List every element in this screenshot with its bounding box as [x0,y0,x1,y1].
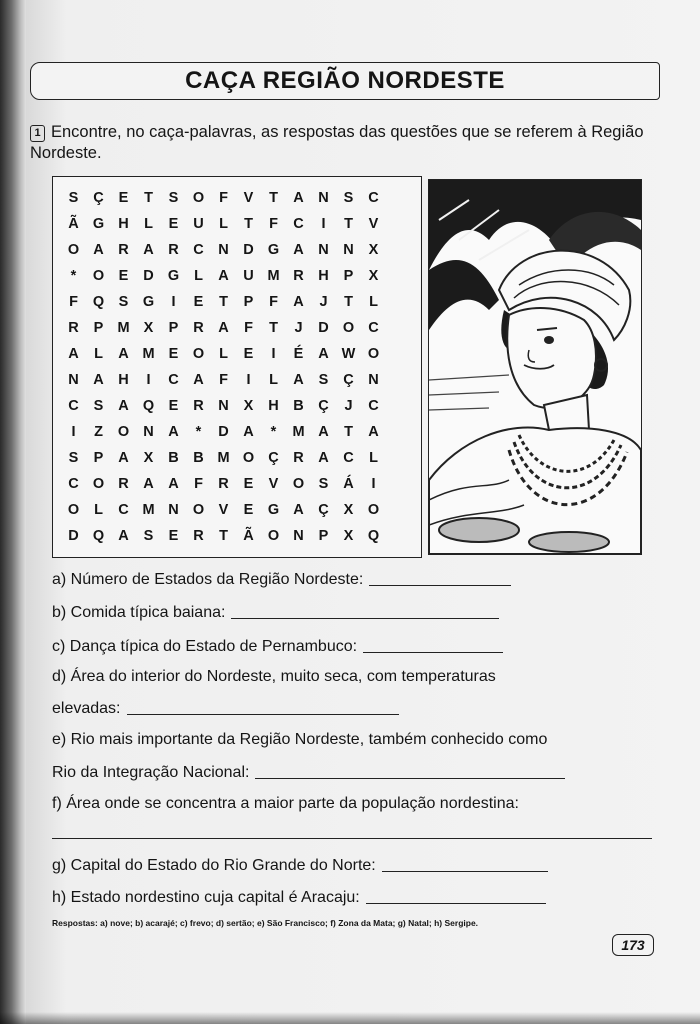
grid-letter: R [193,320,204,336]
question-d [52,668,496,686]
grid-letter: E [118,268,129,284]
grid-letter: A [118,528,129,544]
grid-letter: T [269,190,278,206]
question-b-label: b) Comida típica baiana: [52,604,226,621]
grid-letter: T [244,216,253,232]
question-e-cont [52,764,565,782]
question-b [52,604,499,622]
question-g [52,857,548,875]
grid-letter [386,185,411,211]
grid-letter: E [243,502,254,518]
grid-letter [386,497,411,523]
grid-letter: F [219,372,228,388]
grid-letter: C [168,372,179,388]
book-spine-shadow [0,0,26,1024]
question-e-cont-label: Rio da Integração Nacional: [52,764,250,781]
answer-line-d[interactable] [127,700,399,715]
question-e-label: e) Rio mais importante da Região Nordeste, também conhecido como [52,731,548,748]
grid-letter: E [168,528,179,544]
question-f [52,795,519,813]
grid-letter: H [118,372,129,388]
grid-letter: A [68,346,79,362]
grid-letter: A [293,372,304,388]
grid-letter: Ã [68,216,79,232]
grid-letter: I [171,294,176,310]
grid-letter: R [193,528,204,544]
grid-letter: E [193,294,204,310]
grid-letter [386,211,411,237]
grid-letter: M [142,346,155,362]
grid-letter: D [143,268,154,284]
answer-line-f[interactable] [52,838,652,839]
grid-letter: G [167,268,180,284]
grid-letter: T [344,294,353,310]
grid-letter: O [192,346,205,362]
grid-letter: I [146,372,151,388]
answer-line-c[interactable] [363,638,503,653]
grid-letter: A [293,242,304,258]
grid-letter: A [143,476,154,492]
grid-letter: A [218,268,229,284]
grid-letter: A [168,476,179,492]
grid-letter: F [269,294,278,310]
grid-letter: A [318,450,329,466]
grid-letter: Ç [318,398,329,414]
grid-letter: E [168,398,179,414]
grid-letter: L [194,268,203,284]
grid-letter: T [219,294,228,310]
grid-letter [386,445,411,471]
grid-letter: Q [92,528,105,544]
grid-letter: D [68,528,79,544]
grid-letter: B [293,398,304,414]
question-c [52,638,503,656]
grid-letter: R [68,320,79,336]
grid-letter: Á [343,476,354,492]
grid-letter: O [367,502,380,518]
grid-letter: S [118,294,129,310]
grid-letter: C [193,242,204,258]
grid-letter [386,393,411,419]
grid-letter: C [368,190,379,206]
grid-letter [386,367,411,393]
grid-letter: S [318,476,329,492]
grid-letter: A [293,294,304,310]
grid-letter: D [318,320,329,336]
grid-letter: A [293,190,304,206]
grid-letter: T [344,216,353,232]
baiana-woman-icon [429,180,641,554]
grid-letter: S [93,398,104,414]
grid-letter: T [144,190,153,206]
grid-letter: * [70,268,77,284]
grid-letter: P [343,268,354,284]
grid-letter: M [117,320,130,336]
grid-letter: R [293,450,304,466]
grid-letter: U [243,268,254,284]
question-c-label: c) Dança típica do Estado de Pernambuco: [52,638,358,655]
grid-letter: N [318,242,329,258]
grid-letter: N [293,528,304,544]
grid-letter: N [168,502,179,518]
grid-letter: O [67,242,80,258]
grid-letter: X [243,398,254,414]
grid-letter: J [294,320,303,336]
grid-letter: C [293,216,304,232]
grid-letter: Ç [93,190,104,206]
grid-letter: P [243,294,254,310]
grid-letter: O [242,450,255,466]
grid-letter: V [268,476,279,492]
grid-letter: B [193,450,204,466]
grid-letter: O [292,476,305,492]
title-banner [30,62,660,100]
question-e [52,731,547,749]
question-d-cont-label: elevadas: [52,700,121,717]
grid-letter: X [343,502,354,518]
word-search-grid [61,185,411,549]
grid-letter: F [219,190,228,206]
grid-letter: M [217,450,230,466]
question-a-label: a) Número de Estados da Região Nordeste: [52,571,364,588]
grid-letter: O [117,424,130,440]
grid-letter [386,523,411,549]
grid-letter: L [269,372,278,388]
grid-letter: H [268,398,279,414]
grid-letter: G [142,294,155,310]
grid-letter: A [243,424,254,440]
grid-letter: A [318,424,329,440]
answer-line-a[interactable] [369,571,511,586]
grid-letter: F [269,216,278,232]
grid-letter: O [367,346,380,362]
grid-letter: É [293,346,304,362]
grid-letter: V [368,216,379,232]
page-bottom-shadow [0,1012,700,1024]
grid-letter: R [168,242,179,258]
grid-letter [386,263,411,289]
answer-line-e[interactable] [255,764,565,779]
question-d-cont [52,700,399,718]
grid-letter: X [343,528,354,544]
grid-letter: Q [142,398,155,414]
grid-letter: H [318,268,329,284]
grid-letter: A [93,242,104,258]
grid-letter: X [368,242,379,258]
grid-letter [386,341,411,367]
grid-letter: M [267,268,280,284]
grid-letter: N [143,424,154,440]
grid-letter: M [142,502,155,518]
grid-letter: I [271,346,276,362]
grid-letter: P [168,320,179,336]
answer-key: Respostas: a) nove; b) acarajé; c) frevo; d) sertão; e) São Francisco; f) Zona da Mata; g) Natal; h) Sergipe. [52,918,479,928]
grid-letter: F [194,476,203,492]
question-h [52,889,546,907]
grid-letter: I [321,216,326,232]
grid-letter: Ç [318,502,329,518]
grid-letter: E [243,346,254,362]
grid-letter: Ç [268,450,279,466]
question-a [52,571,511,589]
grid-letter: A [118,346,129,362]
grid-letter: L [144,216,153,232]
grid-letter: A [93,372,104,388]
grid-letter: G [267,502,280,518]
answer-line-g[interactable] [382,857,548,872]
grid-letter [386,471,411,497]
grid-letter: M [292,424,305,440]
grid-letter [386,237,411,263]
grid-letter [386,315,411,341]
grid-letter: R [193,398,204,414]
grid-letter: O [342,320,355,336]
grid-letter: B [168,450,179,466]
grid-letter: F [69,294,78,310]
grid-letter: L [369,450,378,466]
grid-letter: T [344,424,353,440]
question-d-label: d) Área do interior do Nordeste, muito seca, com temperaturas [52,668,496,685]
grid-letter: G [267,242,280,258]
grid-letter: O [67,502,80,518]
grid-letter: A [193,372,204,388]
question-h-label: h) Estado nordestino cuja capital é Aracaju: [52,889,360,906]
grid-letter: L [369,294,378,310]
grid-letter: V [218,502,229,518]
grid-letter: Q [367,528,380,544]
grid-letter: P [318,528,329,544]
grid-letter: P [93,450,104,466]
exercise-number: 1 [30,125,45,142]
grid-letter: T [269,320,278,336]
grid-letter: C [68,476,79,492]
grid-letter: C [368,320,379,336]
grid-letter: H [118,216,129,232]
grid-letter: S [343,190,354,206]
grid-letter: P [93,320,104,336]
page-number: 173 [612,934,654,956]
grid-letter: Ã [243,528,254,544]
grid-letter: F [244,320,253,336]
grid-letter: A [168,424,179,440]
grid-letter: V [243,190,254,206]
grid-letter: A [293,502,304,518]
grid-letter: C [118,502,129,518]
grid-letter: S [68,190,79,206]
grid-letter: N [368,372,379,388]
instruction [30,122,660,164]
grid-letter: G [92,216,105,232]
grid-letter: N [68,372,79,388]
grid-letter: O [192,190,205,206]
grid-letter: A [318,346,329,362]
grid-letter: A [118,398,129,414]
grid-letter: I [246,372,251,388]
grid-letter: I [371,476,376,492]
grid-letter: L [94,346,103,362]
grid-letter: X [368,268,379,284]
grid-letter: J [319,294,328,310]
grid-letter: O [92,476,105,492]
grid-letter [386,419,411,445]
grid-letter: D [218,424,229,440]
answer-line-h[interactable] [366,889,546,904]
grid-letter: W [341,346,356,362]
grid-letter: C [343,450,354,466]
grid-letter: Ç [343,372,354,388]
grid-letter: S [68,450,79,466]
grid-letter: O [92,268,105,284]
grid-letter: C [68,398,79,414]
grid-letter: E [243,476,254,492]
grid-letter: R [118,242,129,258]
page-title: CAÇA REGIÃO NORDESTE [185,67,505,94]
grid-letter: E [168,216,179,232]
question-f-label: f) Área onde se concentra a maior parte da população nordestina: [52,795,519,812]
grid-letter: X [143,450,154,466]
grid-letter: C [368,398,379,414]
grid-letter: A [143,242,154,258]
grid-letter: E [118,190,129,206]
grid-letter: * [270,424,277,440]
word-search-box [52,176,422,558]
grid-letter: S [143,528,154,544]
grid-letter: N [218,398,229,414]
grid-letter: U [193,216,204,232]
grid-letter: T [219,528,228,544]
grid-letter: I [71,424,76,440]
grid-letter: X [143,320,154,336]
grid-letter: R [218,476,229,492]
grid-letter: * [195,424,202,440]
grid-letter: O [267,528,280,544]
grid-letter: L [219,216,228,232]
grid-letter: L [219,346,228,362]
question-g-label: g) Capital do Estado do Rio Grande do Norte: [52,857,376,874]
grid-letter: Q [92,294,105,310]
grid-letter: R [118,476,129,492]
grid-letter: N [218,242,229,258]
grid-letter: J [344,398,353,414]
grid-letter: S [168,190,179,206]
grid-letter: A [368,424,379,440]
grid-letter: A [118,450,129,466]
grid-letter: A [218,320,229,336]
grid-letter: O [192,502,205,518]
grid-letter: N [318,190,329,206]
grid-letter: E [168,346,179,362]
answer-line-b[interactable] [231,604,499,619]
grid-letter [386,289,411,315]
grid-letter: Z [94,424,103,440]
grid-letter: R [293,268,304,284]
grid-letter: D [243,242,254,258]
illustration-baiana [428,179,642,555]
grid-letter: S [318,372,329,388]
instruction-text: Encontre, no caça-palavras, as respostas das questões que se referem à Região Nordeste. [30,123,644,162]
grid-letter: L [94,502,103,518]
grid-letter: N [343,242,354,258]
